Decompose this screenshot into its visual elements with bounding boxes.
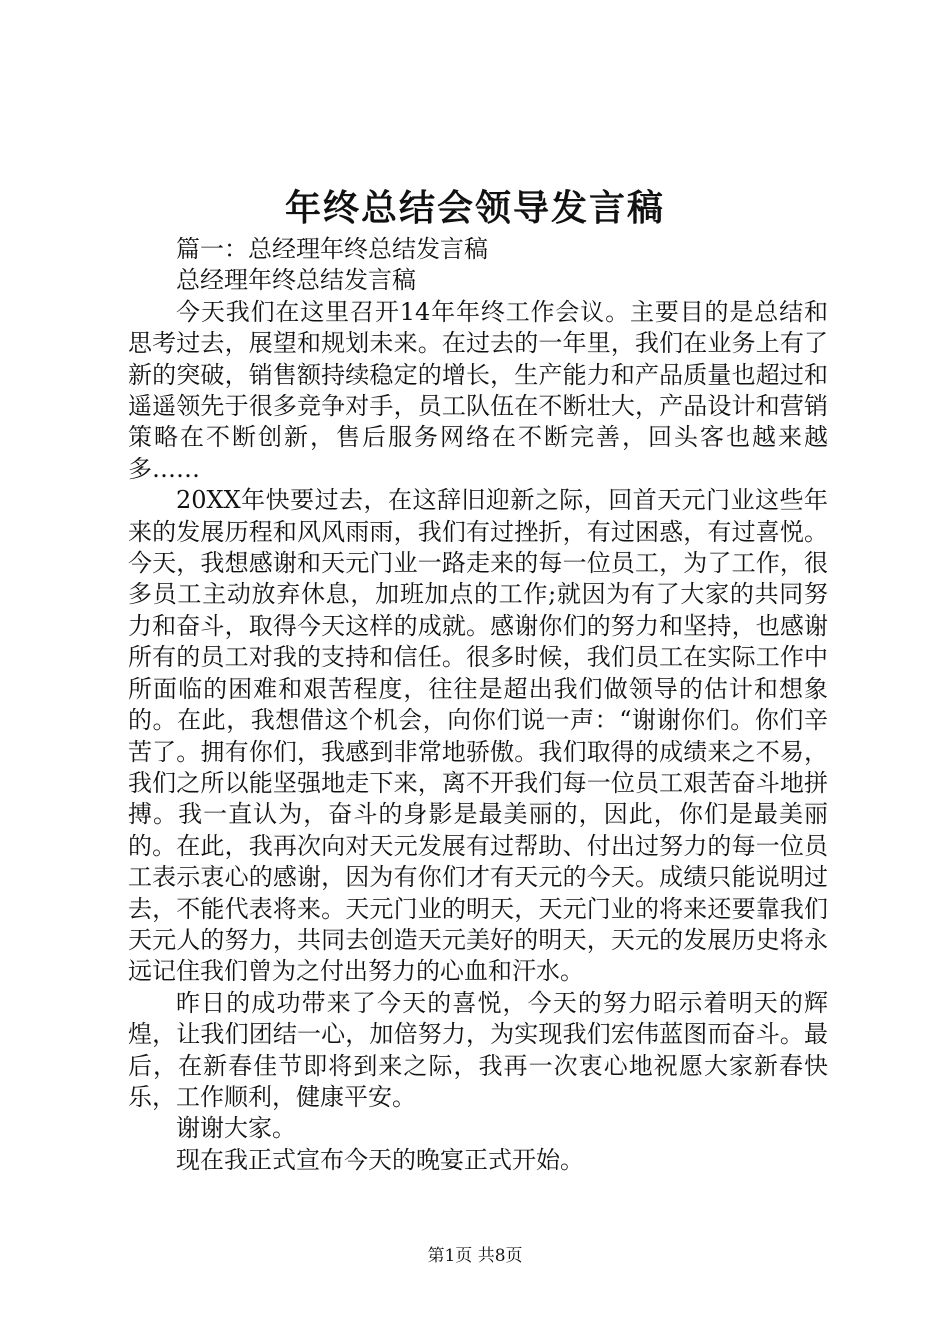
speech-title: 总经理年终总结发言稿 — [176, 266, 416, 295]
paragraph: 现在我正式宣布今天的晚宴正式开始。 — [176, 1145, 584, 1174]
paragraph: 谢谢大家。 — [176, 1114, 296, 1143]
section-heading: 篇一：总经理年终总结发言稿 — [176, 235, 488, 263]
paragraph: 20XX年快要过去，在这辞旧迎新之际，回首天元门业这些年来的发展历程和风风雨雨，我们有过挫折，有过困惑，有过喜悦。今天，我想感谢和天元门业一路走来的每一位员工，为了工作，很多员工主动放弃休息，加班加点的工作;就因为有了大家的共同努力和奋斗，取得今天这样的成就。感谢你们的努力和坚持，也感谢所有的员工对我的支持和信任。很多时候，我们员工在实际工作中所面临的困难和艰苦程度，往往是超出我们做领导的估计和想象的。在此，我想借这个机会，向你们说一声：“谢谢你们。你们辛苦了。拥有你们，我感到非常地骄傲。我们取得的成绩来之不易，我们之所以能坚强地走下来，离不开我们每一位员工艰苦奋斗地拼搏。我一直认为，奋斗的身影是最美丽的，因此，你们是最美丽的。在此，我再次向对天元发展有过帮助、付出过努力的每一位员工表示衷心的感谢，因为有你们才有天元的今天。成绩只能说明过去，不能代表将来。天元门业的明天，天元门业的将来还要靠我们天元人的努力，共同去创造天元美好的明天，天元的发展历史将永远记住我们曾为之付出努力的心血和汗水。 — [128, 486, 828, 986]
page-number-footer: 第1页 共8页 — [427, 1246, 523, 1266]
document-title: 年终总结会领导发言稿 — [284, 187, 665, 229]
document-body — [128, 234, 828, 1176]
paragraph: 昨日的成功带来了今天的喜悦，今天的努力昭示着明天的辉煌，让我们团结一心，加倍努力，为实现我们宏伟蓝图而奋斗。最后，在新春佳节即将到来之际，我再一次衷心地祝愿大家新春快乐，工作顺利，健康平安。 — [128, 988, 828, 1111]
paragraph: 今天我们在这里召开14年年终工作会议。主要目的是总结和思考过去，展望和规划未来。在过去的一年里，我们在业务上有了新的突破，销售额持续稳定的增长，生产能力和产品质量也超过和遥遥领先于很多竞争对手，员工队伍在不断壮大，产品设计和营销策略在不断创新，售后服务网络在不断完善，回头客也越来越多…… — [128, 297, 828, 483]
